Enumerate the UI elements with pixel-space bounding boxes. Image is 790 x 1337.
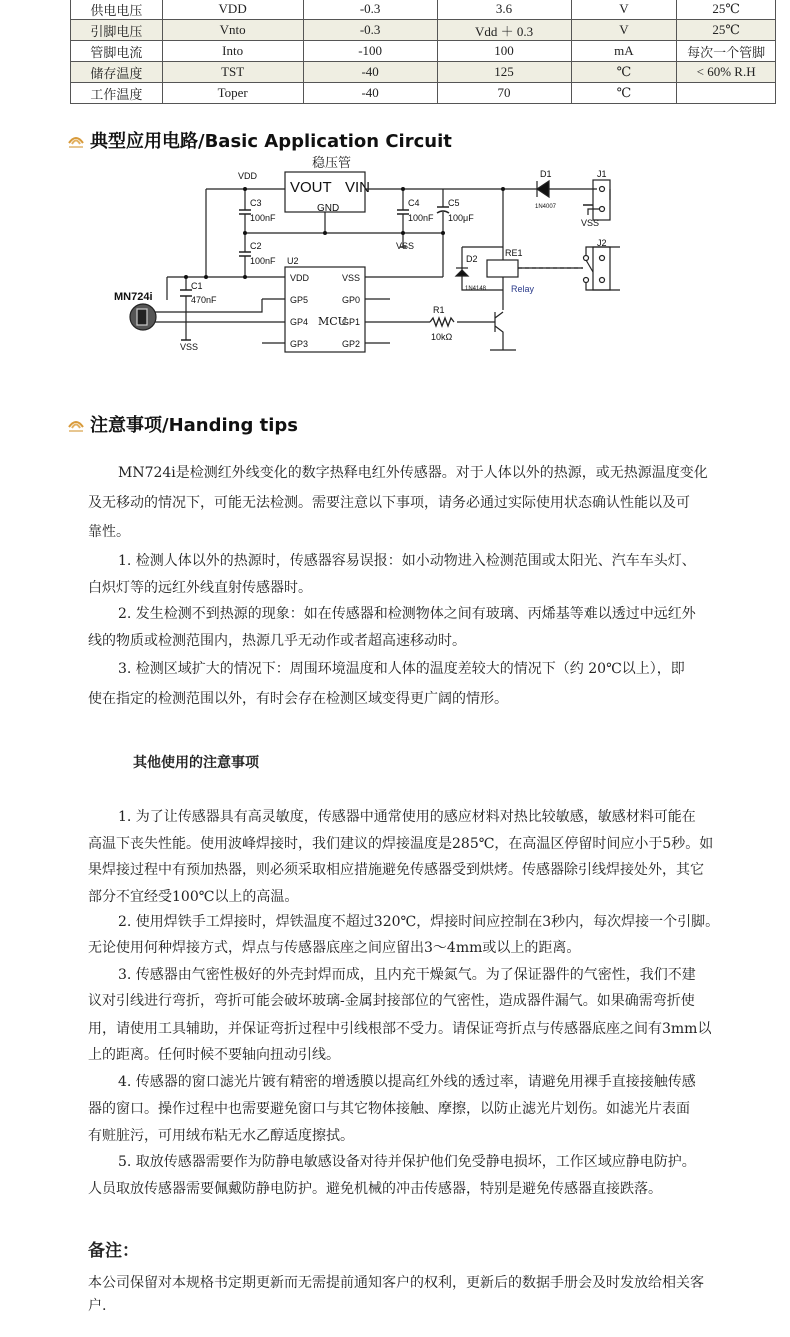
text-line: 果焊接过程中有预加热器，则必须采取相应措施避免传感器受到烘烤。传感器除引线焊接处外，其它: [88, 862, 704, 878]
text-line: 使在指定的检测范围以外，有时会存在检测区域变得更广阔的情形。: [88, 691, 508, 707]
table-cell: V: [571, 0, 677, 20]
re1-label: RE1: [505, 248, 523, 258]
text-line: MN724i是检测红外线变化的数字热释电红外传感器。对于人体以外的热源，或无热源温度变化: [118, 465, 708, 481]
svg-text:GP3: GP3: [290, 339, 309, 349]
text-line: 有赃脏污，可用绒布粘无水乙醇适度擦拭。: [88, 1128, 354, 1144]
tips-heading: [66, 411, 298, 437]
c5-label: C5: [448, 198, 460, 208]
table-cell: -100: [303, 41, 437, 62]
svg-text:VDD: VDD: [290, 273, 310, 283]
vdd-label: VDD: [238, 171, 258, 181]
svg-text:GP4: GP4: [290, 317, 309, 327]
table-cell: 储存温度: [71, 62, 163, 83]
text-line: 线的物质或检测范围内，热源几乎无动作或者超高速移动时。: [88, 633, 466, 649]
text-line: 人员取放传感器需要佩戴防静电防护。避免机械的冲击传感器，特别是避免传感器直接跌落。: [88, 1181, 662, 1197]
mcu-label: MCU: [318, 315, 347, 328]
table-cell: ℃: [571, 83, 677, 104]
table-cell: 100: [437, 41, 571, 62]
table-cell: -40: [303, 62, 437, 83]
text-line: 议对引线进行弯折，弯折可能会破坏玻璃-金属封接部位的气密性，造成器件漏气。如果确需弯折使: [88, 993, 695, 1009]
mn724i-sensor-icon: [130, 304, 156, 330]
table-cell: 25℃: [677, 0, 776, 20]
text-line: 4. 传感器的窗口滤光片镀有精密的增透膜以提高红外线的透过率，请避免用裸手直接接触传感: [118, 1074, 696, 1090]
d1-label: D1: [540, 169, 552, 179]
application-circuit-diagram: [0, 0, 790, 370]
text-line: 2. 发生检测不到热源的现象：如在传感器和检测物体之间有玻璃、丙烯基等难以透过中远红外: [118, 606, 696, 622]
regulator-label: 稳压管: [312, 156, 352, 171]
text-line: 本公司保留对本规格书定期更新而无需提前通知客户的权利，更新后的数据手册会及时发放给相关客: [88, 1275, 704, 1291]
table-cell: 3.6: [437, 0, 571, 20]
j1-label: J1: [597, 169, 607, 179]
tips-heading-text: 注意事项/Handing tips: [90, 415, 298, 436]
c1-label: C1: [191, 281, 203, 291]
c3-value: 100nF: [250, 213, 276, 223]
c4-value: 100nF: [408, 213, 434, 223]
table-cell: mA: [571, 41, 677, 62]
text-line: 部分不宜经受100℃以上的高温。: [88, 889, 299, 905]
table-cell: V: [571, 20, 677, 41]
d1-diode-icon: [537, 181, 549, 197]
vin-label: VIN: [345, 179, 371, 196]
table-cell: VDD: [162, 0, 303, 20]
c3-label: C3: [250, 198, 262, 208]
gnd-label: GND: [317, 203, 340, 214]
table-cell: -0.3: [303, 20, 437, 41]
table-cell: Toper: [162, 83, 303, 104]
text-line: 上的距离。任何时候不要轴向扭动引线。: [88, 1047, 340, 1063]
u2-label: U2: [287, 256, 299, 266]
svg-text:GP0: GP0: [342, 295, 361, 305]
table-cell: 工作温度: [71, 83, 163, 104]
svg-text:GP5: GP5: [290, 295, 309, 305]
c1-value: 470nF: [191, 295, 217, 305]
text-line: 户.: [88, 1298, 107, 1314]
table-cell: 25℃: [677, 20, 776, 41]
text-line: 靠性。: [88, 524, 130, 540]
text-line: 用，请使用工具辅助，并保证弯折过程中引线根部不受力。请保证弯折点与传感器底座之间有3mm以: [88, 1021, 712, 1037]
table-cell: -40: [303, 83, 437, 104]
text-line: 3. 传感器由气密性极好的外壳封焊而成，且内充干燥氮气。为了保证器件的气密性，我们不建: [118, 967, 696, 983]
j2-connector: [593, 247, 610, 290]
text-line: 5. 取放传感器需要作为防静电敏感设备对待并保护他们免受静电损坏，工作区域应静电防护。: [118, 1154, 696, 1170]
table-cell: 70: [437, 83, 571, 104]
d1-value: 1N4007: [535, 204, 557, 210]
table-cell: 每次一个管脚: [677, 41, 776, 62]
svg-text:GP1: GP1: [342, 317, 361, 327]
table-cell: Into: [162, 41, 303, 62]
text-line: 器的窗口。操作过程中也需要避免窗口与其它物体接触、摩擦，以防止滤光片划伤。如滤光片表面: [88, 1101, 690, 1117]
table-cell: < 60% R.H: [677, 62, 776, 83]
d2-diode-icon: [456, 270, 468, 276]
c2-label: C2: [250, 241, 262, 251]
svg-text:GP2: GP2: [342, 339, 361, 349]
text-line: 3. 检测区域扩大的情况下：周围环境温度和人体的温度差较大的情况下（约 20℃以上），即: [118, 661, 685, 677]
vss-label-c1: VSS: [180, 342, 199, 352]
j2-label: J2: [597, 238, 607, 248]
text-line: 1. 检测人体以外的热源时，传感器容易误报：如小动物进入检测范围或太阳光、汽车车头灯、: [118, 553, 696, 569]
r1-label: R1: [433, 305, 445, 315]
table-cell: ℃: [571, 62, 677, 83]
company-logo-icon: [66, 415, 86, 433]
text-line: 白炽灯等的远红外线直射传感器时。: [88, 580, 312, 596]
table-cell: Vnto: [162, 20, 303, 41]
svg-text:VSS: VSS: [342, 273, 361, 283]
d2-value: 1N4148: [465, 286, 487, 292]
c2-value: 100nF: [250, 256, 276, 266]
relay-label: Relay: [511, 284, 535, 294]
table-cell: TST: [162, 62, 303, 83]
table-cell: 供电电压: [71, 0, 163, 20]
other-notes-heading: 其他使用的注意事项: [133, 755, 259, 771]
circuit-heading-text: 典型应用电路/Basic Application Circuit: [90, 131, 452, 152]
text-line: 无论使用何种焊接方式，焊点与传感器底座之间应留出3～4mm或以上的距离。: [88, 940, 581, 956]
d2-label: D2: [466, 254, 478, 264]
text-line: 及无移动的情况下，可能无法检测。需要注意以下事项，请务必通过实际使用状态确认性能以及可: [88, 495, 690, 511]
r1-value: 10kΩ: [431, 332, 453, 342]
table-cell: -0.3: [303, 0, 437, 20]
vss-label-j1: VSS: [581, 218, 600, 228]
vout-label: VOUT: [290, 179, 332, 196]
vss-label-c4: VSS: [396, 241, 415, 251]
sensor-label: MN724i: [114, 291, 153, 303]
c4-label: C4: [408, 198, 420, 208]
table-cell: 引脚电压: [71, 20, 163, 41]
relay-coil: [487, 260, 518, 277]
table-cell: Vdd ＋ 0.3: [437, 20, 571, 41]
table-cell: 125: [437, 62, 571, 83]
text-line: 1. 为了让传感器具有高灵敏度，传感器中通常使用的感应材料对热比较敏感，敏感材料可能在: [118, 809, 696, 825]
remarks-heading: 备注：: [88, 1241, 139, 1261]
c5-value: 100μF: [448, 213, 474, 223]
text-line: 高温下丧失性能。使用波峰焊接时，我们建议的焊接温度是285℃，在高温区停留时间应小于5秒。如: [88, 836, 714, 852]
table-cell: 管脚电流: [71, 41, 163, 62]
text-line: 2. 使用焊铁手工焊接时，焊铁温度不超过320℃，焊接时间应控制在3秒内，每次焊接一个引脚。: [118, 914, 720, 930]
